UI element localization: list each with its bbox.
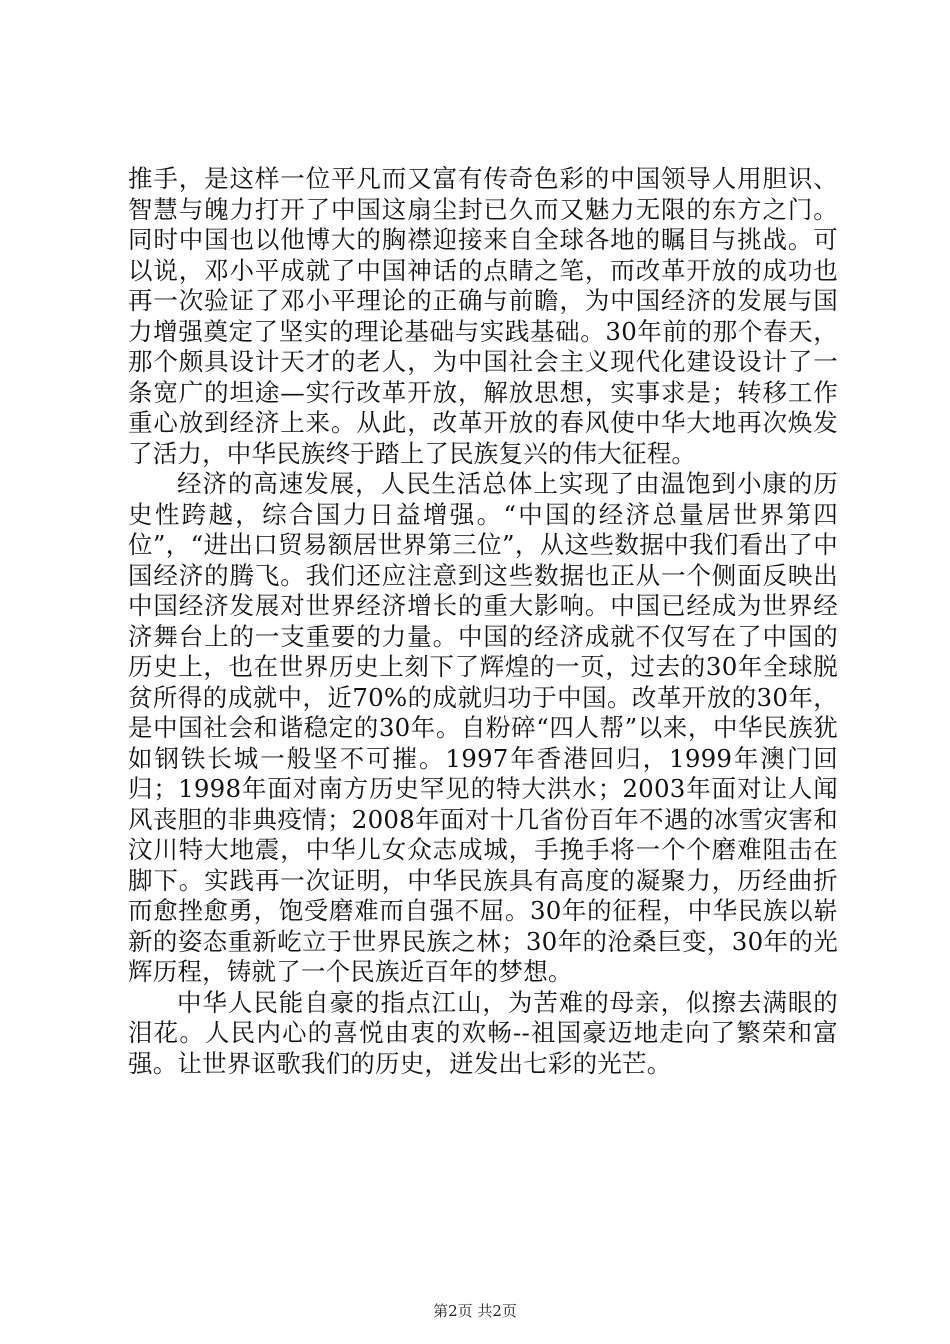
paragraph-continuation: 推手，是这样一位平凡而又富有传奇色彩的中国领导人用胆识、智慧与魄力打开了中国这扇尘封已久而又魅力无限的东方之门。同时中国也以他博大的胸襟迎接来自全球各地的瞩目与挑战。可以说，邓小平成就了中国神话的点睛之笔，而改革开放的成功也再一次验证了邓小平理论的正确与前瞻，为中国经济的发展与国力增强奠定了坚实的理论基础与实践基础。30年前的那个春天，那个颇具设计天才的老人，为中国社会主义现代化建设设计了一条宽广的坦途—实行改革开放，解放思想，实事求是；转移工作重心放到经济上来。从此，改革开放的春风使中华大地再次焕发了活力，中华民族终于踏上了民族复兴的伟大征程。 <box>128 164 838 468</box>
page-footer: 第2页 共2页 <box>433 1302 517 1320</box>
paragraph-conclusion: 中华人民能自豪的指点江山，为苦难的母亲，似擦去满眼的泪花。人民内心的喜悦由衷的欢畅--祖国豪迈地走向了繁荣和富强。让世界讴歌我们的历史，迸发出七彩的光芒。 <box>128 987 838 1078</box>
paragraph-economy: 经济的高速发展，人民生活总体上实现了由温饱到小康的历史性跨越，综合国力日益增强。“中国的经济总量居世界第四位”，“进出口贸易额居世界第三位”，从这些数据中我们看出了中国经济的腾飞。我们还应注意到这些数据也正从一个侧面反映出中国经济发展对世界经济增长的重大影响。中国已经成为世界经济舞台上的一支重要的力量。中国的经济成就不仅写在了中国的历史上，也在世界历史上刻下了辉煌的一页，过去的30年全球脱贫所得的成就中，近70%的成就归功于中国。改革开放的30年，是中国社会和谐稳定的30年。自粉碎“四人帮”以来，中华民族犹如钢铁长城一般坚不可摧。1997年香港回归，1999年澳门回归；1998年面对南方历史罕见的特大洪水；2003年面对让人闻风丧胆的非典疫情；2008年面对十几省份百年不遇的冰雪灾害和汶川特大地震，中华儿女众志成城，手挽手将一个个磨难阻击在脚下。实践再一次证明，中华民族具有高度的凝聚力，历经曲折而愈挫愈勇，饱受磨难而自强不屈。30年的征程，中华民族以崭新的姿态重新屹立于世界民族之林；30年的沧桑巨变，30年的光辉历程，铸就了一个民族近百年的梦想。 <box>128 469 838 986</box>
document-body <box>128 164 838 1079</box>
